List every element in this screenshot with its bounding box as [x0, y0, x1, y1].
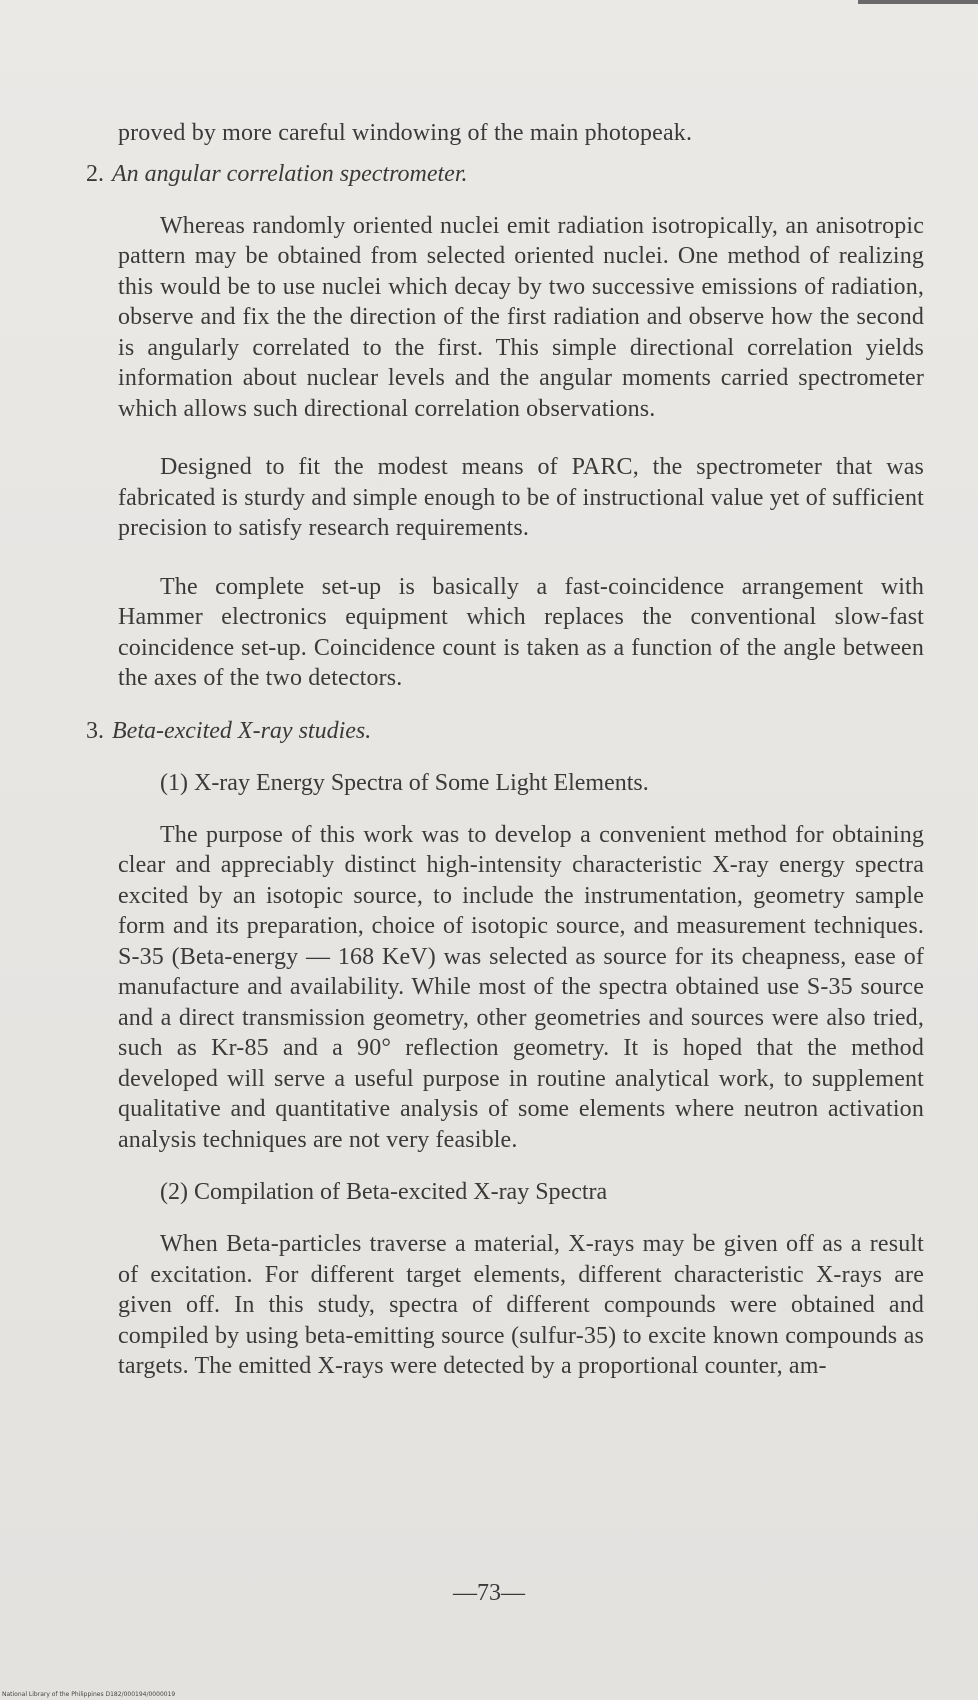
section-2-paragraph-2: Designed to fit the modest means of PARC, the spectrometer that was fabricated is sturdy and simple enough to be of instructional value yet of sufficient precision to satisfy research requirements. [118, 454, 924, 541]
page-number: —73— [453, 1580, 525, 1606]
subsection-2-title: (2) Compilation of Beta-excited X-ray Spectra [160, 1179, 608, 1205]
section-2-number: 2. [86, 160, 104, 187]
scan-edge-rule [858, 0, 978, 4]
section-3-heading [86, 716, 924, 746]
section-3-title: Beta-excited X-ray studies. [112, 717, 372, 744]
section-2-title: An angular correlation spectrometer. [112, 160, 468, 187]
section-2-paragraph-1: Whereas randomly oriented nuclei emit radiation isotropically, an anisotropic pattern may be obtained from selected oriented nuclei. One method of realizing this would be to use nuclei which decay by two successive emissions of radiation, observe and fix the the direction of the first radiation and observe how the second is angularly correlated to the first. This simple directional correlation yields information about nuclear levels and the angular moments carried spectrometer which allows such directional correlation observations. [118, 212, 924, 422]
subsection-2-paragraph: When Beta-particles traverse a material, X-rays may be given off as a result of excitation. For different target elements, different characteristic X-rays are given off. In this study, spectra of different compounds were obtained and compiled by using beta-emitting source (sulfur-35) to excite known compounds as targets. The emitted X-rays were detected by a proportional counter, am- [118, 1231, 924, 1379]
intro-line: proved by more careful windowing of the main photopeak. [118, 120, 693, 146]
section-2-heading [86, 159, 924, 189]
subsection-1-paragraph: The purpose of this work was to develop a convenient method for obtaining clear and appreciably distinct high-intensity characteristic X-ray energy spectra excited by an isotopic source, to include the instrumentation, geometry sample form and its preparation, choice of isotopic source, and measurement techniques. S-35 (Beta-energy — 168 KeV) was selected as source for its cheapness, ease of manufacture and availability. While most of the spectra obtained use S-35 source and a direct transmission geometry, other geometries and sources were also tried, such as Kr-85 and a 90° reflection geometry. It is hoped that the method developed will serve a useful purpose in routine analytical work, to supplement qualitative and quantitative analysis of some elements where neutron activation analysis techniques are not very feasible. [118, 821, 924, 1153]
section-2-paragraph-3: The complete set-up is basically a fast-coincidence arrangement with Hammer electronics equipment which replaces the conventional slow-fast coincidence set-up. Coincidence count is taken as a function of the angle between the axes of the two detectors. [118, 573, 924, 691]
text-column [86, 118, 924, 1382]
subsection-1-title: (1) X-ray Energy Spectra of Some Light Elements. [160, 769, 649, 796]
section-3-number: 3. [86, 717, 104, 744]
archive-footer-tag: National Library of the Philippines D182/000194/0000019 [2, 1691, 176, 1698]
